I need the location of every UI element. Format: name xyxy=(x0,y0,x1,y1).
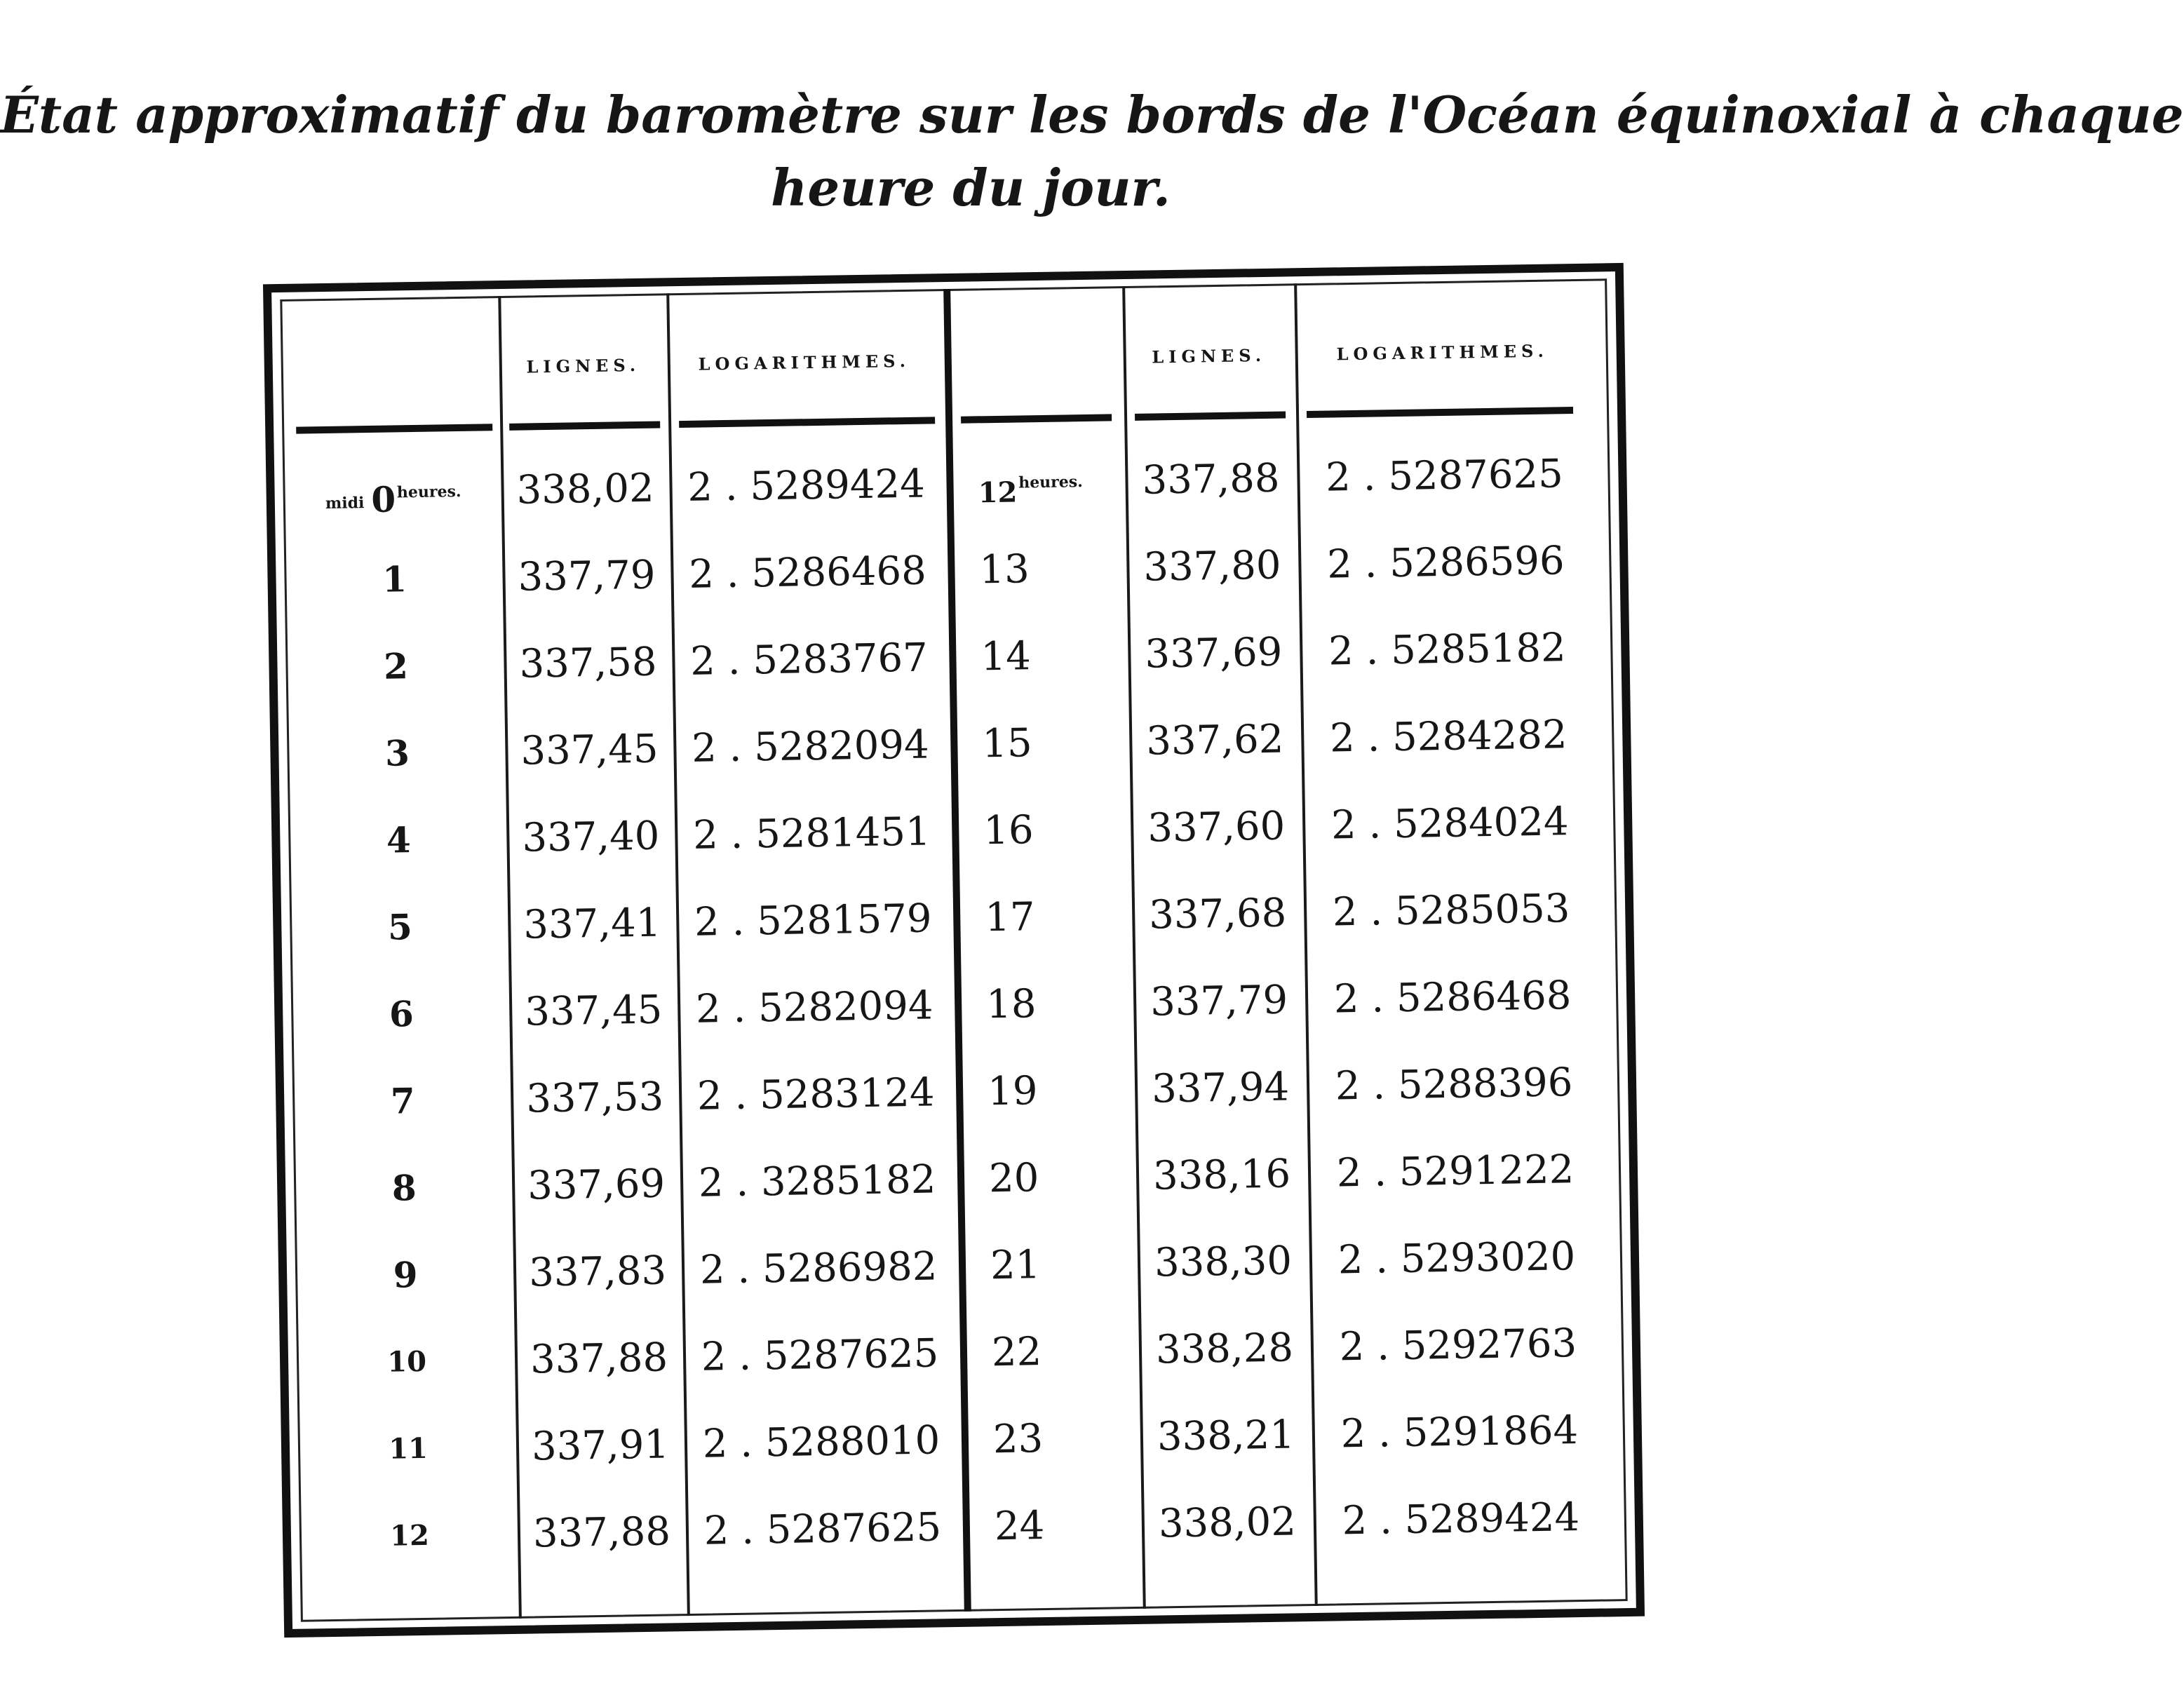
hour-left xyxy=(300,1056,505,1147)
logarithm-value-right: 2 . 5284282 xyxy=(1329,712,1568,762)
hour-right xyxy=(962,785,1145,875)
hour-value: 21 xyxy=(990,1242,1041,1289)
lignes-value-left: 338,02 xyxy=(516,465,655,513)
lignes-value-right: 337,69 xyxy=(1144,629,1283,677)
lignes-value-right: 338,28 xyxy=(1155,1325,1294,1373)
barometer-table xyxy=(263,263,1645,1638)
hour-value: 15 xyxy=(981,720,1033,767)
logarithm-value-left: 2 . 5281451 xyxy=(692,809,931,858)
hour-value: 20 xyxy=(988,1155,1039,1202)
hour-right xyxy=(970,1307,1154,1397)
logarithm-value-left: 2 . 5287625 xyxy=(701,1330,939,1380)
hour-right xyxy=(958,525,1142,614)
hour-right xyxy=(963,872,1147,962)
logarithm-value-left: 2 . 5282094 xyxy=(695,983,933,1032)
logarithm-value-left: 2 . 5283767 xyxy=(689,635,929,684)
hour-value: 11 xyxy=(388,1431,429,1466)
lignes-value-left: 337,69 xyxy=(527,1161,666,1209)
lignes-value-left: 337,53 xyxy=(525,1074,664,1122)
lignes-value-left: 337,88 xyxy=(532,1508,671,1557)
lignes-value-left: 337,79 xyxy=(518,552,656,600)
lignes-value-left: 337,83 xyxy=(528,1248,667,1296)
hour-value: 16 xyxy=(983,807,1034,854)
hour-value: 6 xyxy=(389,993,414,1035)
lignes-value-left: 337,41 xyxy=(523,900,661,948)
hour-left xyxy=(307,1491,512,1581)
lignes-value-right: 337,80 xyxy=(1142,542,1281,590)
hour-unit: heures. xyxy=(1018,473,1084,492)
hour-right xyxy=(960,698,1144,788)
title-line-1: État approximatif du baromètre sur les bords de l'Océan équinoxial à chaque xyxy=(0,85,2184,144)
hour-left xyxy=(294,621,499,712)
hour-value: 9 xyxy=(393,1254,419,1296)
logarithm-value-left: 2 . 5289424 xyxy=(687,461,926,511)
logarithm-value-right: 2 . 5287625 xyxy=(1325,451,1564,501)
logarithm-value-right: 2 . 5293020 xyxy=(1337,1234,1576,1283)
hour-left xyxy=(299,969,504,1060)
logarithm-value-right: 2 . 5291864 xyxy=(1340,1407,1579,1457)
logarithm-value-right: 2 . 5291222 xyxy=(1336,1147,1575,1196)
hour-right xyxy=(966,1046,1150,1136)
hour-right xyxy=(973,1481,1157,1571)
hour-value: 13 xyxy=(978,546,1030,593)
hour-value: 10 xyxy=(386,1344,427,1379)
hour-left xyxy=(296,795,501,886)
hour-value: 22 xyxy=(991,1329,1042,1376)
logarithm-value-left: 2 . 5281579 xyxy=(694,896,933,945)
logarithm-value-right: 2 . 5292763 xyxy=(1339,1321,1577,1370)
lignes-value-left: 337,91 xyxy=(531,1422,670,1470)
lignes-value-right: 337,60 xyxy=(1147,803,1286,851)
logarithm-value-right: 2 . 5289424 xyxy=(1342,1494,1580,1544)
lignes-value-right: 337,62 xyxy=(1145,716,1284,764)
hour-left xyxy=(302,1143,506,1234)
hour-value: 8 xyxy=(391,1167,417,1209)
hour-value: 1 xyxy=(382,558,407,600)
logarithm-value-left: 2 . 5286468 xyxy=(688,548,927,598)
logarithm-value-right: 2 . 5284024 xyxy=(1330,799,1569,849)
lignes-value-right: 337,94 xyxy=(1151,1064,1290,1112)
logarithm-value-right: 2 . 5285053 xyxy=(1332,886,1570,936)
hour-left xyxy=(303,1230,508,1321)
lignes-value-right: 337,79 xyxy=(1150,977,1288,1025)
hour-left xyxy=(297,882,502,973)
header-logarithmes-left: LOGARITHMES. xyxy=(698,350,911,374)
lignes-value-left: 337,45 xyxy=(520,726,659,774)
hour-unit: heures. xyxy=(396,482,461,502)
hour-right xyxy=(967,1133,1151,1223)
lignes-value-right: 338,30 xyxy=(1154,1238,1293,1286)
hour-left xyxy=(304,1317,509,1407)
logarithm-value-right: 2 . 5288396 xyxy=(1335,1060,1573,1109)
hour-value: 4 xyxy=(386,819,412,861)
hour-value: 12 xyxy=(978,475,1018,510)
header-logarithmes-right: LOGARITHMES. xyxy=(1336,340,1549,365)
hour-value: 24 xyxy=(994,1503,1045,1550)
hour-right xyxy=(969,1220,1152,1310)
lignes-value-right: 337,88 xyxy=(1142,455,1280,504)
hour-right xyxy=(964,959,1148,1049)
logarithm-value-left: 2 . 5282094 xyxy=(691,722,930,771)
logarithm-value-right: 2 . 5285182 xyxy=(1328,625,1567,675)
hour-value: 18 xyxy=(985,981,1037,1028)
lignes-value-left: 337,45 xyxy=(524,987,663,1035)
logarithm-value-right: 2 . 5286468 xyxy=(1333,973,1572,1022)
hour-left xyxy=(291,447,496,538)
hour-left xyxy=(292,534,497,625)
hour-value: 14 xyxy=(980,633,1032,680)
lignes-value-left: 337,40 xyxy=(521,813,660,861)
lignes-value-right: 338,16 xyxy=(1152,1151,1291,1199)
hour-value: 12 xyxy=(389,1518,430,1553)
header-lignes-left: LIGNES. xyxy=(526,354,641,377)
logarithm-value-right: 2 . 5286596 xyxy=(1326,538,1565,588)
hour-value: 2 xyxy=(383,645,409,687)
hour-value: 5 xyxy=(387,906,413,948)
hour-right xyxy=(957,438,1140,527)
hour-value: 0 xyxy=(370,478,396,520)
header-lignes-right: LIGNES. xyxy=(1152,344,1267,367)
hour-value: 3 xyxy=(384,732,410,774)
lignes-value-left: 337,58 xyxy=(519,639,657,687)
hour-left xyxy=(295,708,500,799)
hour-right xyxy=(971,1394,1155,1484)
lignes-value-right: 338,02 xyxy=(1158,1499,1297,1547)
hour-right xyxy=(959,612,1142,701)
hour-left xyxy=(306,1404,511,1494)
hour-value: 17 xyxy=(984,894,1036,941)
logarithm-value-left: 2 . 5288010 xyxy=(702,1417,941,1467)
hour-value: 19 xyxy=(987,1068,1038,1115)
logarithm-value-left: 2 . 5287625 xyxy=(703,1504,942,1554)
logarithm-value-left: 2 . 5283124 xyxy=(696,1069,935,1119)
logarithm-value-left: 2 . 3285182 xyxy=(698,1156,936,1206)
logarithm-value-left: 2 . 5286982 xyxy=(699,1243,938,1293)
lignes-value-right: 338,21 xyxy=(1157,1412,1295,1460)
lignes-value-left: 337,88 xyxy=(530,1335,668,1383)
hour-value: 23 xyxy=(992,1416,1044,1463)
lignes-value-right: 337,68 xyxy=(1148,890,1287,938)
title-line-2: heure du jour. xyxy=(771,158,1171,217)
hour-prefix: midi xyxy=(325,494,365,513)
hour-value: 7 xyxy=(390,1080,416,1122)
